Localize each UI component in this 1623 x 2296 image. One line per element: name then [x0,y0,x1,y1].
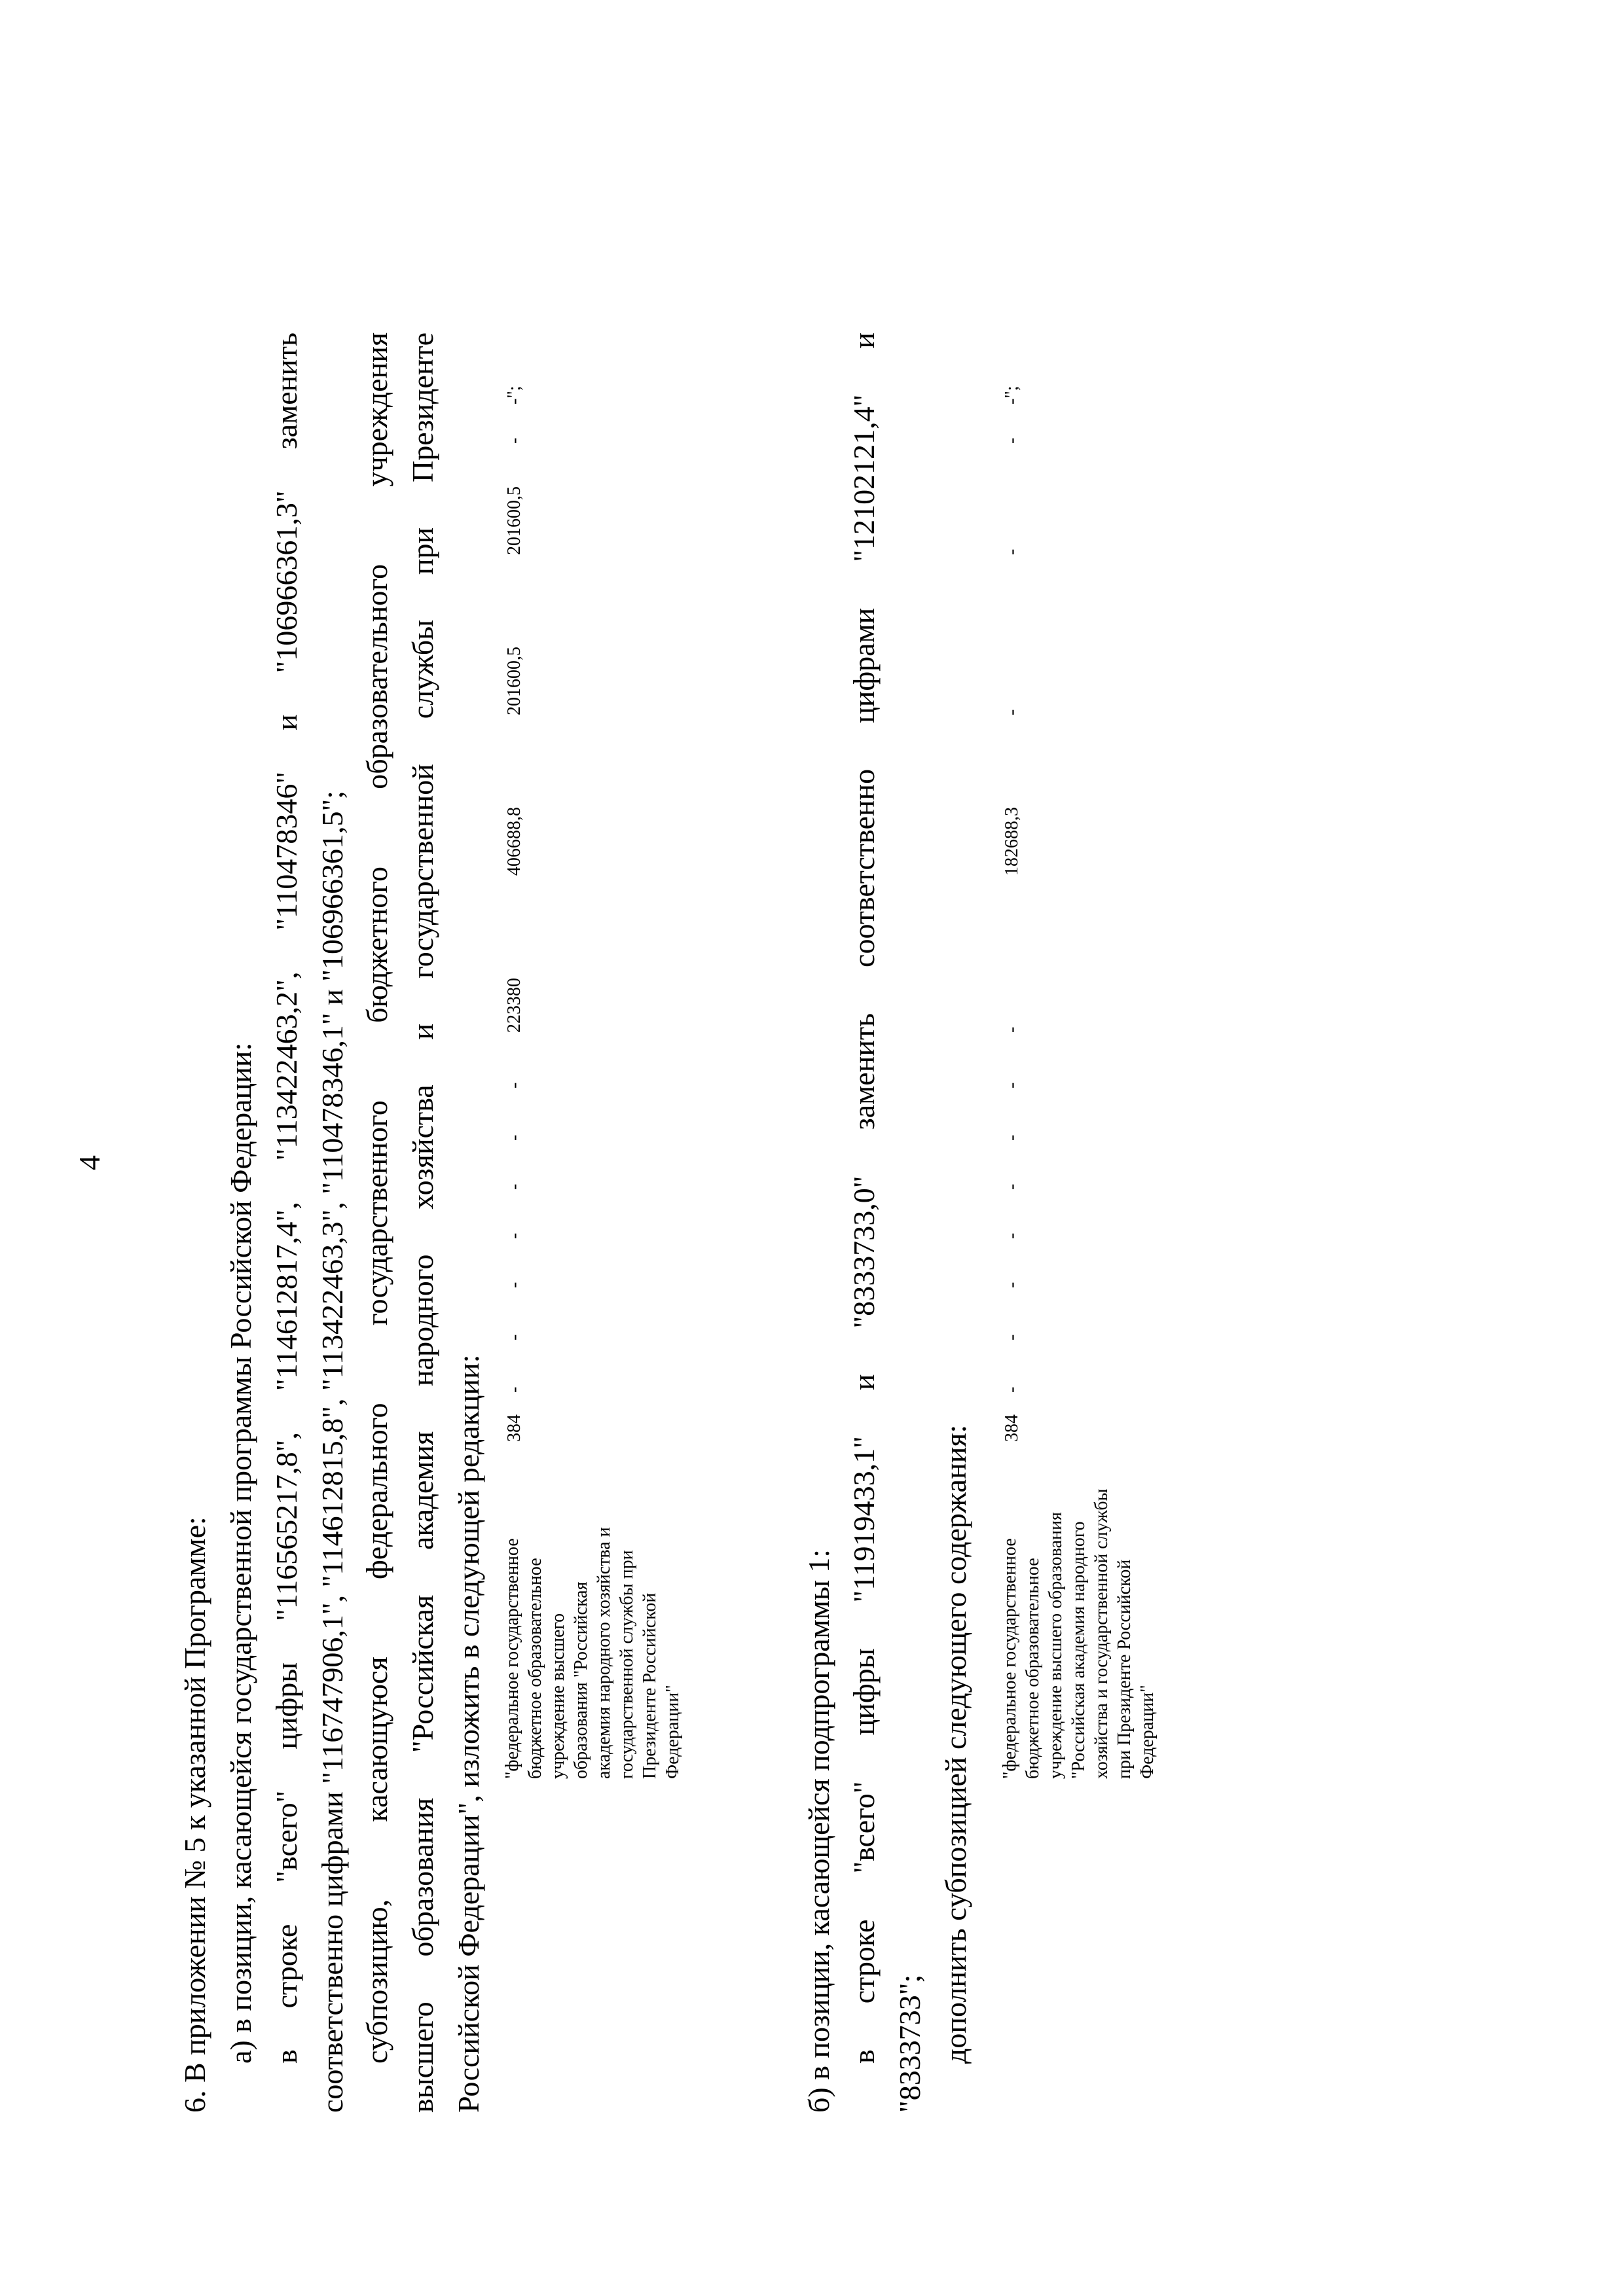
table1-value-6: - [504,1134,524,1141]
paragraph-subposition-line-3: Российской Федерации", изложить в следующей редакции: [452,1354,485,2113]
paragraph-subitem-a: а) в позиции, касающейся государственной программы Российской Федерации: [224,1042,257,2064]
table2-value-13: -"; [1002,386,1022,404]
table2-value-6: - [1002,1134,1022,1141]
table2-value-7: - [1002,1082,1022,1088]
paragraph-item-6: 6. В приложении № 5 к указанной Программе: [178,1516,211,2113]
table2-value-11: - [1002,548,1022,555]
table1-value-1: - [504,1386,524,1393]
table1-value-5: - [504,1183,524,1190]
table1-value-11: 201600,5 [504,486,524,555]
table2-value-1: - [1002,1386,1022,1393]
paragraph-subitem-b: б) в позиции, касающейся подпрограммы 1: [802,1549,835,2113]
table2-value-2: - [1002,1334,1022,1340]
table1-value-2: - [504,1334,524,1340]
table1-value-3: - [504,1282,524,1288]
paragraph-subposition-line-2: высшего образования "Российская академия народного хозяйства и государственной службы при Президенте [406,332,439,2113]
table1-name-cell: "федеральное государственное бюджетное образовательное учреждение высшего образования "Российская академия народного хозяйства и государственной службы при Президенте Российской Федерации" [502,1527,683,1779]
table1-value-13: -"; [504,386,524,404]
table2-value-4: - [1002,1232,1022,1239]
table2-value-3: - [1002,1282,1022,1288]
paragraph-add-subposition: дополнить субпозицией следующего содержания: [939,1424,972,2064]
table2-value-8: - [1002,1026,1022,1033]
table2-value-12: - [1002,437,1022,444]
table2-value-5: - [1002,1183,1022,1190]
paragraph-subprogram-line-2: "8333733"; [893,1974,926,2113]
table2-value-0: 384 [1002,1414,1022,1442]
paragraph-subprogram-line-1: в строке "всего" цифры "11919433,1" и "8333733,0" заменить соответственно цифрами "12102121,4" и [847,332,881,2064]
table1-value-8: 223380 [504,978,524,1033]
table2-values-row [1002,0,1028,2296]
table1-values-row [504,0,530,2296]
table2-value-9: 182688,3 [1002,807,1022,876]
table1-value-4: - [504,1232,524,1239]
table1-value-7: - [504,1082,524,1088]
paragraph-total-line-2: соответственно цифрами "116747906,1", "114612815,8", "113422463,3", "110478346,1" и "106966361,5"; [316,790,349,2113]
table2-value-10: - [1002,709,1022,715]
table1-value-0: 384 [504,1414,524,1442]
page-number: 4 [73,1155,106,1170]
table1-value-10: 201600,5 [504,647,524,715]
paragraph-total-line-1: в строке "всего" цифры "116565217,8", "114612817,4", "113422463,2", "110478346" и "106966361,3" заменить [270,332,303,2064]
table1-value-9: 406688,8 [504,807,524,876]
table1-value-12: - [504,437,524,444]
paragraph-subposition-line-1: субпозицию, касающуюся федерального государственного бюджетного образовательного учреждения [360,332,393,2064]
table2-name-cell: "федеральное государственное бюджетное образовательное учреждение высшего образования "Российская академия народного хозяйства и государственной службы при Президенте Российской Федерации" [1000,1488,1158,1779]
